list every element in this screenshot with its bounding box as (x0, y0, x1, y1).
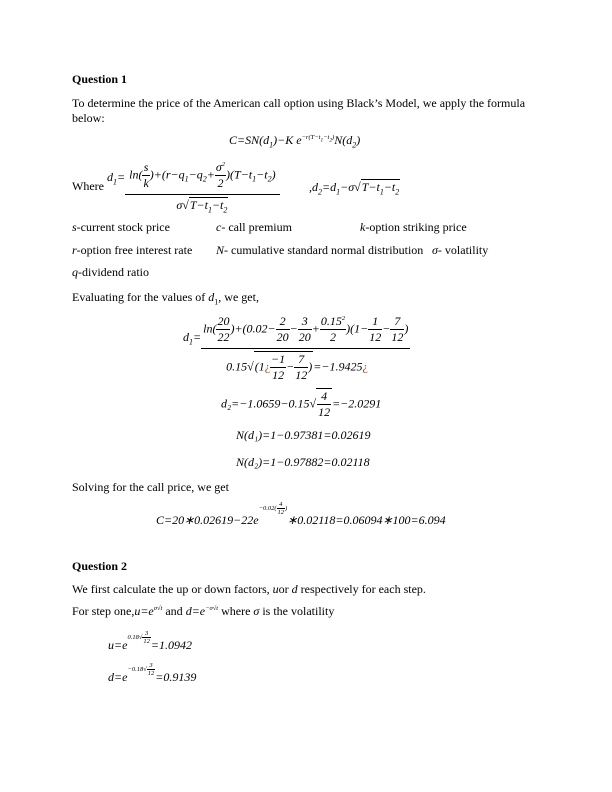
where-label: Where (72, 179, 104, 193)
black-formula: $C=SN(d_1)-K$ $e^{-r(T-t_1-t_2)}N(d_2)$ (229, 133, 361, 150)
q2-line-1: We first calculate the up or down factors, uor d respectively for each step. (72, 582, 426, 596)
def-sigma: σ- volatility (432, 243, 489, 257)
q2-line-2: For step $one,u=e^{\sigma√t}$ and $d=e^{-\sigma√t}$ where σ is the volatility (72, 604, 335, 618)
d1-formula: $d_1=$ ln( $\frac{s}{k}$ )$+(r-q_1-q_2+$ $\frac{\sigma^2}{2}$ )$(T-t_1-t_2)$ $\sigma√T-t_1-t_2$ (107, 160, 280, 213)
def-q: q-dividend ratio (72, 265, 149, 279)
nd2-line: N(d₂)=1−0.97882=0.02118 (236, 455, 370, 469)
d2-formula: $,d_2=d_1-\sigma√T-t_1-t_2$ (309, 180, 400, 197)
def-n: N- cumulative standard normal distribution (216, 243, 424, 257)
d-value: d=e−0.18√ $\frac{3}{12}$ =0.9139 (108, 662, 197, 684)
u-value: u=e0.18√ $\frac{3}{12}$ =1.0942 (108, 630, 192, 652)
def-s: s-current stock price (72, 220, 170, 234)
question-2-heading: Question 2 (72, 559, 128, 573)
eval-text: Evaluating for the values of $d_1$, we get, (72, 290, 259, 307)
d1-numeric: $d_1=$ ln( $\frac{20}{22}$ )+(0.02− $\frac{2}{20}$ − $\frac{3}{20}$ + $\frac{0.15^2}{2}$ )(1− $\frac{1}{12}$ − $\frac{7}{12}$ ) 0.15√(1¿ $\frac{-1}{12}$ − $\frac{7}{12}$ )=−1.9425¿ (183, 314, 409, 382)
def-c: c- call premium (216, 220, 292, 234)
intro-line-1: To determine the price of the American call option using Black’s Model, we apply the formula (72, 96, 526, 110)
nd1-line: N(d₁)=1−0.97381=0.02619 (236, 428, 371, 442)
def-r: r-option free interest rate (72, 243, 193, 257)
solve-text: Solving for the call price, we get (72, 480, 229, 494)
question-1-heading: Question 1 (72, 72, 128, 86)
intro-line-2: below: (72, 111, 105, 125)
d2-numeric: d₂=−1.0659−0.15√ $\frac{4}{12}$ =−2.0291 (221, 389, 382, 419)
call-price-formula: $C=20∗0.02619-22e^{-0.02( \frac{4}{12} )}∗0.02118=0.06094∗100=6.094$ (156, 501, 446, 527)
def-k: k-option striking price (360, 220, 467, 234)
